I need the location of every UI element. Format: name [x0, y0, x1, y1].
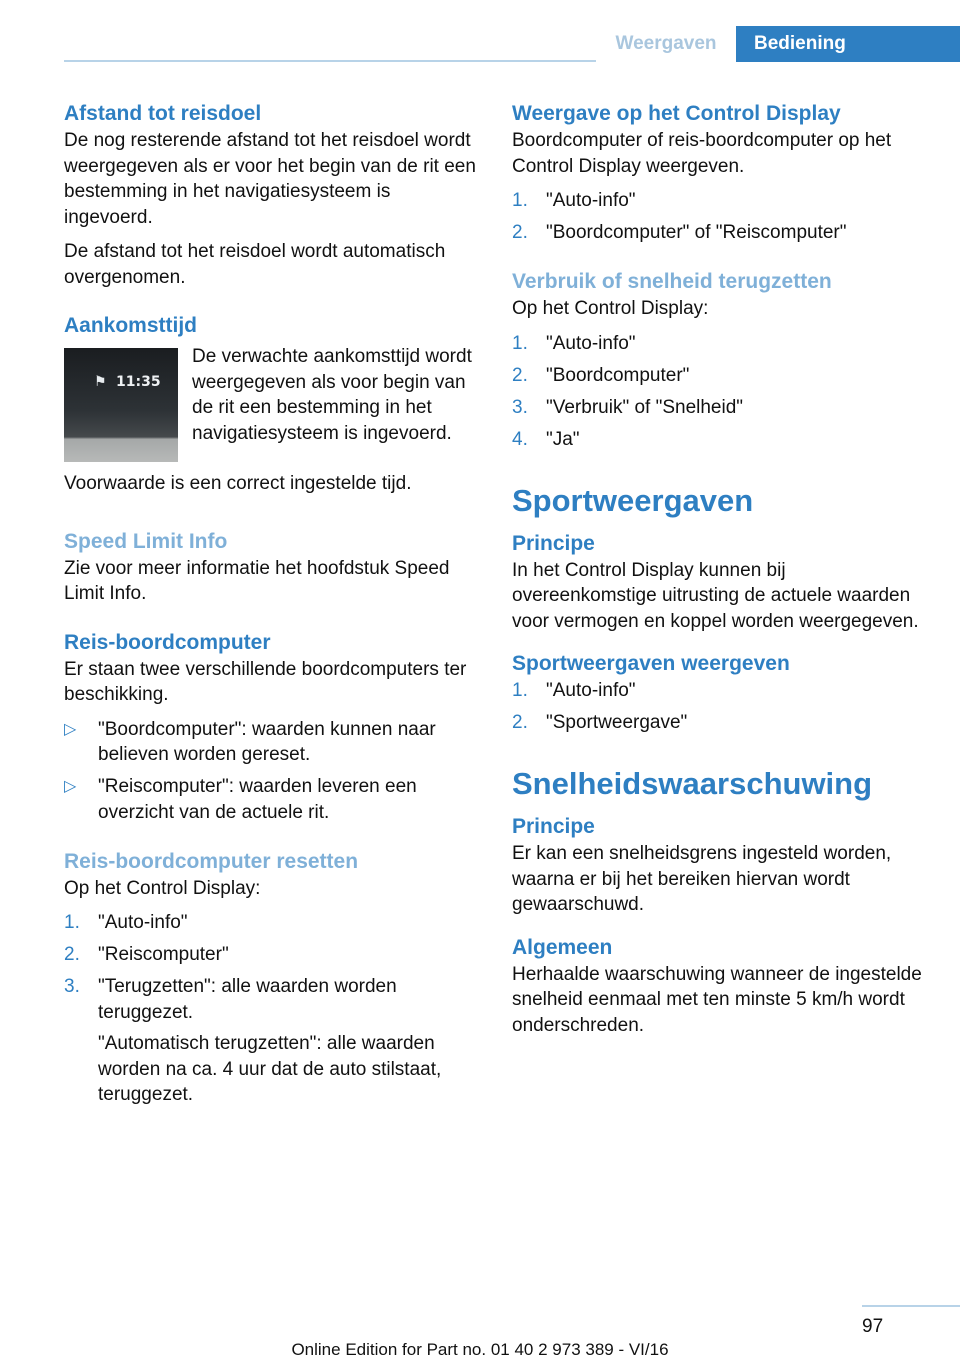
sport-steps [512, 678, 928, 736]
weergave-p: Boordcomputer of reis-boordcomputer op het Control Display weergeven. [512, 130, 892, 177]
snel-principe-title: Principe [512, 815, 595, 838]
list-item: 2. "Reiscomputer" [64, 944, 229, 965]
speed-p: Zie voor meer informatie het hoofdstuk Speed Limit Info. [64, 557, 450, 604]
list-item: 3. "Verbruik" of "Snelheid" [512, 396, 744, 418]
left-column [64, 100, 480, 1114]
list-item: 1. "Auto-info" [64, 912, 188, 933]
aankomst-p1: De verwachte aankomsttijd wordt weergegeven als voor begin van de rit een bestemming in het navigatiesysteem is ingevoerd. [192, 346, 472, 444]
online-edition-note: Online Edition for Part no. 01 40 2 973 389 - VI/16 [291, 1340, 669, 1359]
page-number: 97 [862, 1316, 884, 1337]
algemeen-p: Herhaalde waarschuwing wanneer de ingestelde snelheid eenmaal met ten minste 5 km/h wordt onderschreden. [512, 963, 922, 1036]
list-item: 1. "Auto-info" [512, 332, 636, 354]
reset-steps [64, 910, 480, 1108]
snel-principe-p: Er kan een snelheidsgrens ingesteld worden, waarna er bij het bereiken hiervan wordt gewaarschuwd. [512, 843, 892, 915]
algemeen-title: Algemeen [512, 935, 613, 959]
aankomst-p2: Voorwaarde is een correct ingestelde tijd. [64, 473, 412, 494]
weergave-steps [512, 188, 928, 246]
footer-rule [862, 1305, 960, 1307]
list-item: 1. "Auto-info" [512, 680, 636, 701]
arrival-time-display-image [64, 348, 178, 462]
list-item: ▷ "Reiscomputer": waarden leveren een overzicht van de actuele rit. [64, 776, 417, 823]
reset-step3-sub: "Automatisch terugzetten": alle waarden worden na ca. 4 uur dat de auto stilstaat, teruggezet. [98, 1033, 442, 1105]
sport-principe-title: Principe [512, 531, 595, 555]
list-item: 1. "Auto-info" [512, 190, 636, 211]
list-item: 2. "Boordcomputer" of "Reiscomputer" [512, 222, 847, 243]
list-item: 2. "Sportweergave" [512, 712, 688, 733]
reset-title: Reis-boordcomputer resetten [64, 849, 359, 873]
aankomst-title: Aankomsttijd [64, 314, 198, 337]
right-column [512, 100, 928, 1038]
navigation-flag-icon: ⚑ [94, 373, 107, 389]
sport-principe-p: In het Control Display kunnen bij overeenkomstige uitrusting de actuele waarden voor vermogen en koppel worden weergegeven. [512, 559, 919, 632]
weergave-title: Weergave op het Control Display [512, 102, 841, 125]
sport-heading: Sportweergaven [512, 482, 754, 518]
sport-weergeven-title: Sportweergaven weergeven [512, 652, 790, 675]
verbruik-p: Op het Control Display: [512, 298, 709, 319]
speed-title: Speed Limit Info [64, 529, 228, 553]
afstand-title: Afstand tot reisdoel [64, 102, 262, 125]
list-item: 2. "Boordcomputer" [512, 364, 690, 386]
reis-bullets [64, 717, 480, 826]
afstand-p1: De nog resterende afstand tot het reisdoel wordt weergegeven als er voor het begin van de rit een bestemming in het navigatiesysteem is ingevoerd. [64, 130, 476, 228]
triangle-bullet-icon: ▷ [64, 778, 77, 795]
list-item: ▷ "Boordcomputer": waarden kunnen naar believen worden gereset. [64, 718, 436, 765]
tab-bediening[interactable]: Bediening [736, 26, 960, 62]
verbruik-title: Verbruik of snelheid terugzetten [512, 270, 832, 293]
snelheid-heading: Snelheidswaarschuwing [512, 766, 873, 801]
tab-weergaven[interactable]: Weergaven [596, 26, 736, 62]
aankomst-figure [64, 340, 480, 462]
reset-p: Op het Control Display: [64, 877, 261, 899]
list-item: 4. "Ja" [512, 428, 580, 450]
triangle-bullet-icon: ▷ [64, 720, 77, 738]
reis-title: Reis-boordcomputer [64, 630, 271, 654]
reis-p: Er staan twee verschillende boordcomputers ter beschikking. [64, 658, 467, 705]
afstand-p2: De afstand tot het reisdoel wordt automatisch overgenomen. [64, 241, 446, 288]
verbruik-steps [512, 331, 928, 453]
list-item: 3. "Terugzetten": alle waarden worden teruggezet. "Automatisch terugzetten": alle waarden worden na ca. 4 uur dat de auto stilstaat, teruggezet. [64, 974, 480, 1108]
clock-time: 11:35 [116, 374, 161, 390]
